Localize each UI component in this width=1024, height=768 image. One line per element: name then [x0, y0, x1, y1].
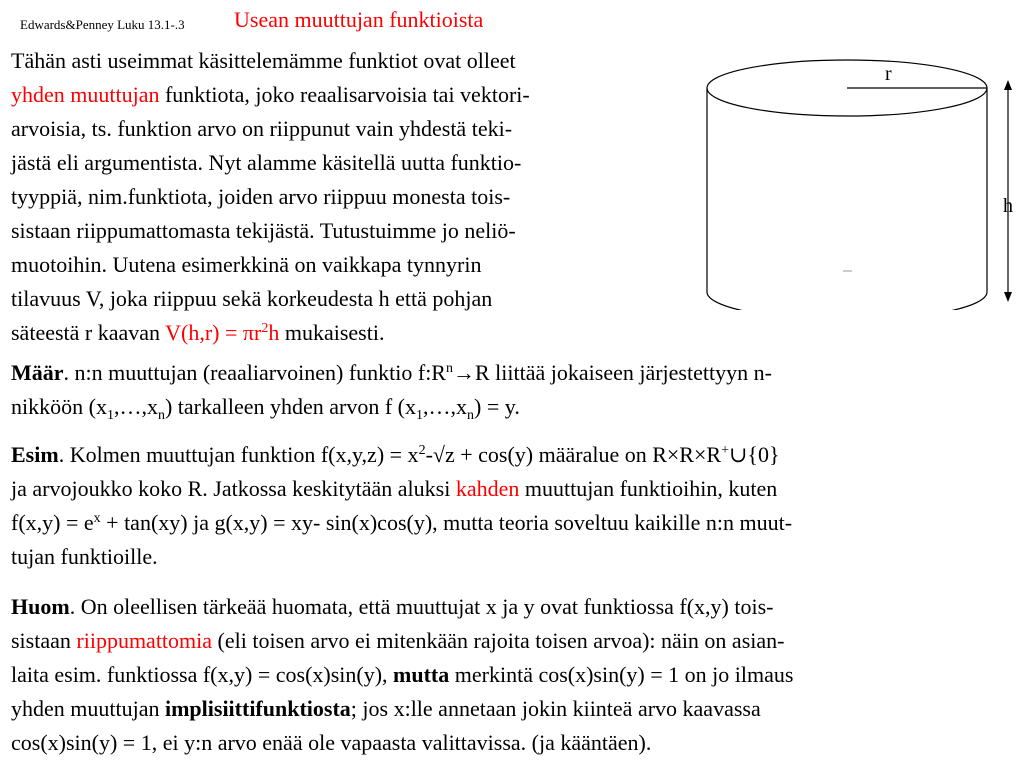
example-line: ja arvojoukko koko R. Jatkossa keskitytään aluksi kahden muuttujan funktioihin, kuten	[11, 476, 778, 501]
note-paragraph	[11, 590, 1024, 760]
definition-line: Määr. n:n muuttujan (reaaliarvoinen) funktio $f:R^n\to R$ liittää jokaiseen järjestettyyn n-	[11, 360, 772, 385]
definition-paragraph	[11, 356, 1024, 424]
note-term: Huom	[11, 594, 70, 619]
intro-line: tilavuus V, joka riippuu sekä korkeudesta h että pohjan	[11, 286, 493, 311]
intro-line	[11, 78, 701, 112]
height-arrow-bottom	[1004, 292, 1012, 302]
emphasis-but: mutta	[393, 662, 450, 687]
intro-line: sistaan riippumattomasta tekijästä. Tutustuimme jo neliö-	[11, 218, 516, 243]
note-line: sistaan riippumattomia (eli toisen arvo ei mitenkään rajoita toisen arvoa): näin on asian-	[11, 628, 785, 653]
source-reference: Edwards&Penney Luku 13.1-.3	[20, 17, 185, 32]
intro-text: säteestä r kaavan	[11, 320, 166, 345]
example-line: Esim. Kolmen muuttujan funktion $f(x,y,z) = x^2-√z + \cos(y)$ määralue on R×R×R+∪{0}	[11, 442, 780, 467]
height-label: h	[1003, 195, 1013, 217]
example-line: $f(x,y) = e^x + \tan(xy)$ ja g(x,y) = xy- sin(x)cos(y), mutta teoria soveltuu kaikille n:n muut-	[11, 510, 793, 535]
highlight-one-variable: yhden muuttujan	[11, 82, 160, 107]
intro-paragraph	[11, 44, 701, 350]
emphasis-implicit-function: implisiittifunktiosta	[164, 696, 351, 721]
intro-text: funktiota, joko reaalisarvoisia tai vektori-	[159, 82, 530, 107]
example-line: tujan funktioille.	[11, 544, 158, 569]
volume-formula: $V(h,r) = \pi r^2h$	[165, 320, 280, 345]
highlight-independent: riippumattomia	[76, 628, 213, 653]
note-line: cos(x)sin(y) = 1, ei y:n arvo enää ole vapaasta valittavissa. (ja kääntäen).	[11, 730, 652, 755]
note-line: yhden muuttujan implisiittifunktiosta; jos x:lle annetaan jokin kiinteä arvo kaavassa	[11, 696, 761, 721]
intro-line: jästä eli argumentista. Nyt alamme käsitellä uutta funktio-	[11, 150, 522, 175]
definition-line: nikköön $(x_1,\dots,x_n)$ tarkalleen yhden arvon f $(x_1,\dots,x_n) = y$.	[11, 394, 520, 423]
example-term: Esim	[11, 442, 59, 467]
definition-term: Määr	[11, 360, 64, 385]
cylinder-figure	[702, 52, 1024, 310]
note-line: laita esim. funktiossa f(x,y) = cos(x)sin(y), mutta merkintä cos(x)sin(y) = 1 on jo ilmaus	[11, 662, 794, 687]
intro-line	[11, 316, 701, 350]
page-title: Usean muuttujan funktioista	[234, 7, 484, 32]
height-arrow-top	[1004, 80, 1012, 90]
example-paragraph	[11, 438, 1024, 574]
note-line: Huom. On oleellisen tärkeää huomata, että muuttujat x ja y ovat funktiossa f(x,y) tois-	[11, 594, 774, 619]
intro-line: muotoihin. Uutena esimerkkinä on vaikkapa tynnyrin	[11, 252, 482, 277]
highlight-two-variables: kahden	[455, 476, 520, 501]
intro-line: tyyppiä, nim.funktiota, joiden arvo riippuu monesta tois-	[11, 184, 511, 209]
intro-line: Tähän asti useimmat käsittelemämme funktiot ovat olleet	[11, 48, 516, 73]
radius-label: r	[885, 63, 892, 85]
intro-text: mukaisesti.	[279, 320, 385, 345]
intro-line: arvoisia, ts. funktion arvo on riippunut vain yhdestä teki-	[11, 116, 513, 141]
cylinder-bottom-arc	[707, 292, 987, 310]
